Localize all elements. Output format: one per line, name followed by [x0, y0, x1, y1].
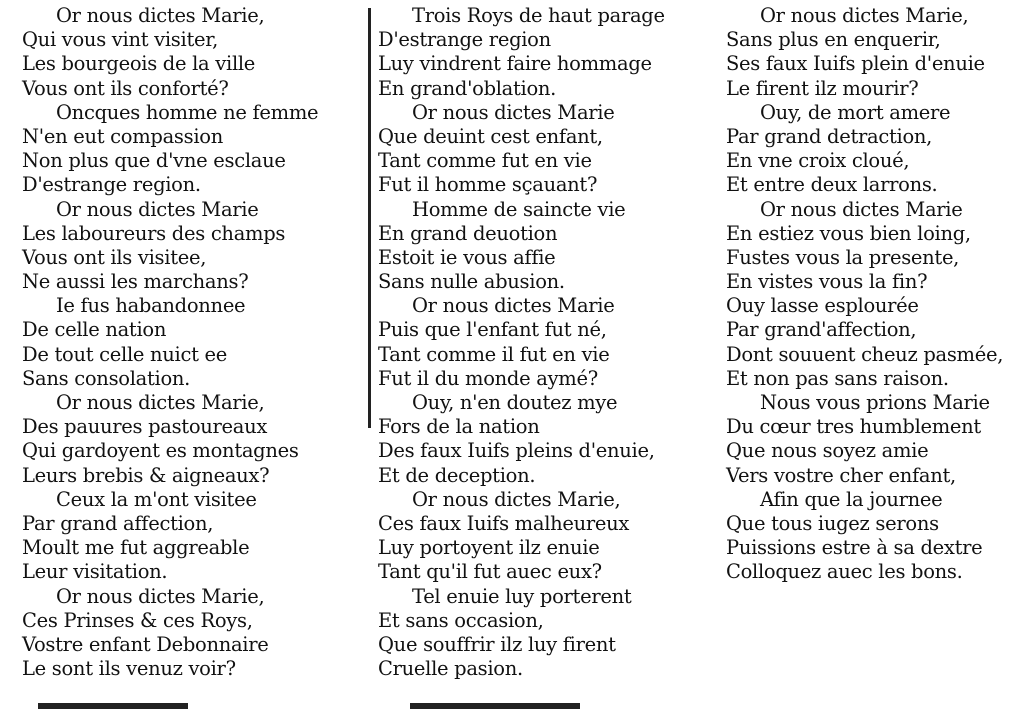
verse-line: Afin que la journee: [760, 487, 943, 511]
verse-line: Vostre enfant Debonnaire: [22, 632, 269, 656]
verse-line: Or nous dictes Marie,: [56, 4, 265, 27]
verse-line: Or nous dictes Marie,: [56, 391, 265, 414]
verse-line: Puis que l'enfant fut né,: [378, 318, 607, 342]
verse-line: Qui vous vint visiter,: [22, 28, 218, 52]
verse-line: Ie fus habandonnee: [56, 294, 246, 318]
verse-line: D'estrange region.: [22, 173, 201, 197]
column-left: [22, 4, 318, 681]
verse-line: Les bourgeois de la ville: [22, 52, 256, 76]
verse-line: Vous ont ils conforté?: [22, 76, 229, 100]
verse-line: Et sans occasion,: [378, 608, 544, 632]
verse-line: Oncques homme ne femme: [56, 100, 319, 124]
verse-line: Luy portoyent ilz enuie: [378, 536, 600, 560]
verse-line: Cruelle pasion.: [378, 657, 523, 681]
verse-line: En estiez vous bien loing,: [726, 221, 971, 245]
verse-line: Ouy, n'en doutez mye: [412, 391, 618, 414]
verse-line: Or nous dictes Marie,: [412, 487, 621, 511]
verse-line: N'en eut compassion: [22, 124, 223, 148]
verse-line: Fut il du monde aymé?: [378, 366, 598, 390]
verse-line: Du cœur tres humblement: [726, 415, 981, 439]
verse-line: Par grand'affection,: [726, 318, 917, 342]
verse-line: Par grand detraction,: [726, 124, 933, 148]
verse-line: Tel enuie luy porterent: [412, 584, 632, 608]
verse-line: Trois Roys de haut parage: [412, 4, 665, 27]
verse-line: Tant qu'il fut auec eux?: [378, 560, 602, 584]
verse-line: En grand'oblation.: [378, 76, 557, 100]
verse-line: Luy vindrent faire hommage: [378, 52, 652, 76]
verse-line: Non plus que d'vne esclaue: [22, 149, 286, 173]
verse-line: Le firent ilz mourir?: [726, 76, 919, 100]
verse-line: Des faux Iuifs pleins d'enuie,: [378, 439, 655, 463]
verse-line: En grand deuotion: [378, 221, 558, 245]
verse-line: Or nous dictes Marie,: [56, 584, 265, 608]
verse-line: Nous vous prions Marie: [760, 391, 990, 414]
verse-line: Le sont ils venuz voir?: [22, 657, 236, 681]
verse-line: Dont souuent cheuz pasmée,: [726, 342, 1004, 366]
verse-line: Par grand affection,: [22, 511, 214, 535]
verse-line: Or nous dictes Marie,: [760, 4, 969, 27]
verse-line: De celle nation: [22, 318, 167, 342]
verse-line: Or nous dictes Marie: [412, 100, 615, 124]
verse-line: Que nous soyez amie: [726, 439, 929, 463]
verse-line: Fut il homme sçauant?: [378, 173, 598, 197]
column-middle: [378, 4, 665, 681]
verse-line: En vistes vous la fin?: [726, 270, 928, 294]
verse-line: Ces Prinses & ces Roys,: [22, 608, 253, 632]
verse-line: Leurs brebis & aigneaux?: [22, 463, 270, 487]
verse-line: Sans plus en enquerir,: [726, 28, 941, 52]
verse-line: Puissions estre à sa dextre: [726, 536, 983, 560]
verse-line: Des pauures pastoureaux: [22, 415, 268, 439]
verse-line: Les laboureurs des champs: [22, 221, 286, 245]
verse-line: Ne aussi les marchans?: [22, 270, 249, 294]
verse-line: Tant comme fut en vie: [378, 149, 592, 173]
verse-line: Fors de la nation: [378, 415, 540, 439]
verse-line: Et entre deux larrons.: [726, 173, 938, 197]
verse-line: Et de deception.: [378, 463, 536, 487]
verse-line: Homme de saincte vie: [412, 197, 626, 221]
verse-line: Or nous dictes Marie: [760, 197, 963, 221]
verse-line: Colloquez auec les bons.: [726, 560, 963, 584]
verse-line: Tant comme il fut en vie: [378, 342, 610, 366]
verse-line: Vous ont ils visitee,: [22, 245, 207, 269]
verse-line: En vne croix cloué,: [726, 149, 910, 173]
verse-line: Ceux la m'ont visitee: [56, 487, 257, 511]
verse-line: D'estrange region: [378, 28, 551, 52]
verse-line: Que tous iugez serons: [726, 511, 939, 535]
verse-line: Sans nulle abusion.: [378, 270, 565, 294]
verse-line: Moult me fut aggreable: [22, 536, 250, 560]
verse-line: Vers vostre cher enfant,: [726, 463, 956, 487]
verse-line: Et non pas sans raison.: [726, 366, 949, 390]
verse-line: De tout celle nuict ee: [22, 342, 228, 366]
cropped-line-fragment-left: [38, 703, 188, 709]
verse-line: Ces faux Iuifs malheureux: [378, 511, 630, 535]
verse-line: Estoit ie vous affie: [378, 245, 556, 269]
verse-line: Ses faux Iuifs plein d'enuie: [726, 52, 985, 76]
verse-line: Or nous dictes Marie: [412, 294, 615, 318]
column-divider-rule: [368, 8, 371, 428]
verse-line: Que souffrir ilz luy firent: [378, 632, 616, 656]
verse-line: Leur visitation.: [22, 560, 168, 584]
verse-line: Sans consolation.: [22, 366, 191, 390]
column-right: [726, 4, 1003, 585]
verse-line: Fustes vous la presente,: [726, 245, 960, 269]
verse-line: Or nous dictes Marie: [56, 197, 259, 221]
verse-line: Ouy, de mort amere: [760, 100, 951, 124]
verse-line: Que deuint cest enfant,: [378, 124, 603, 148]
verse-line: Ouy lasse esplourée: [726, 294, 919, 318]
cropped-line-fragment-middle: [410, 703, 580, 709]
verse-line: Qui gardoyent es montagnes: [22, 439, 299, 463]
